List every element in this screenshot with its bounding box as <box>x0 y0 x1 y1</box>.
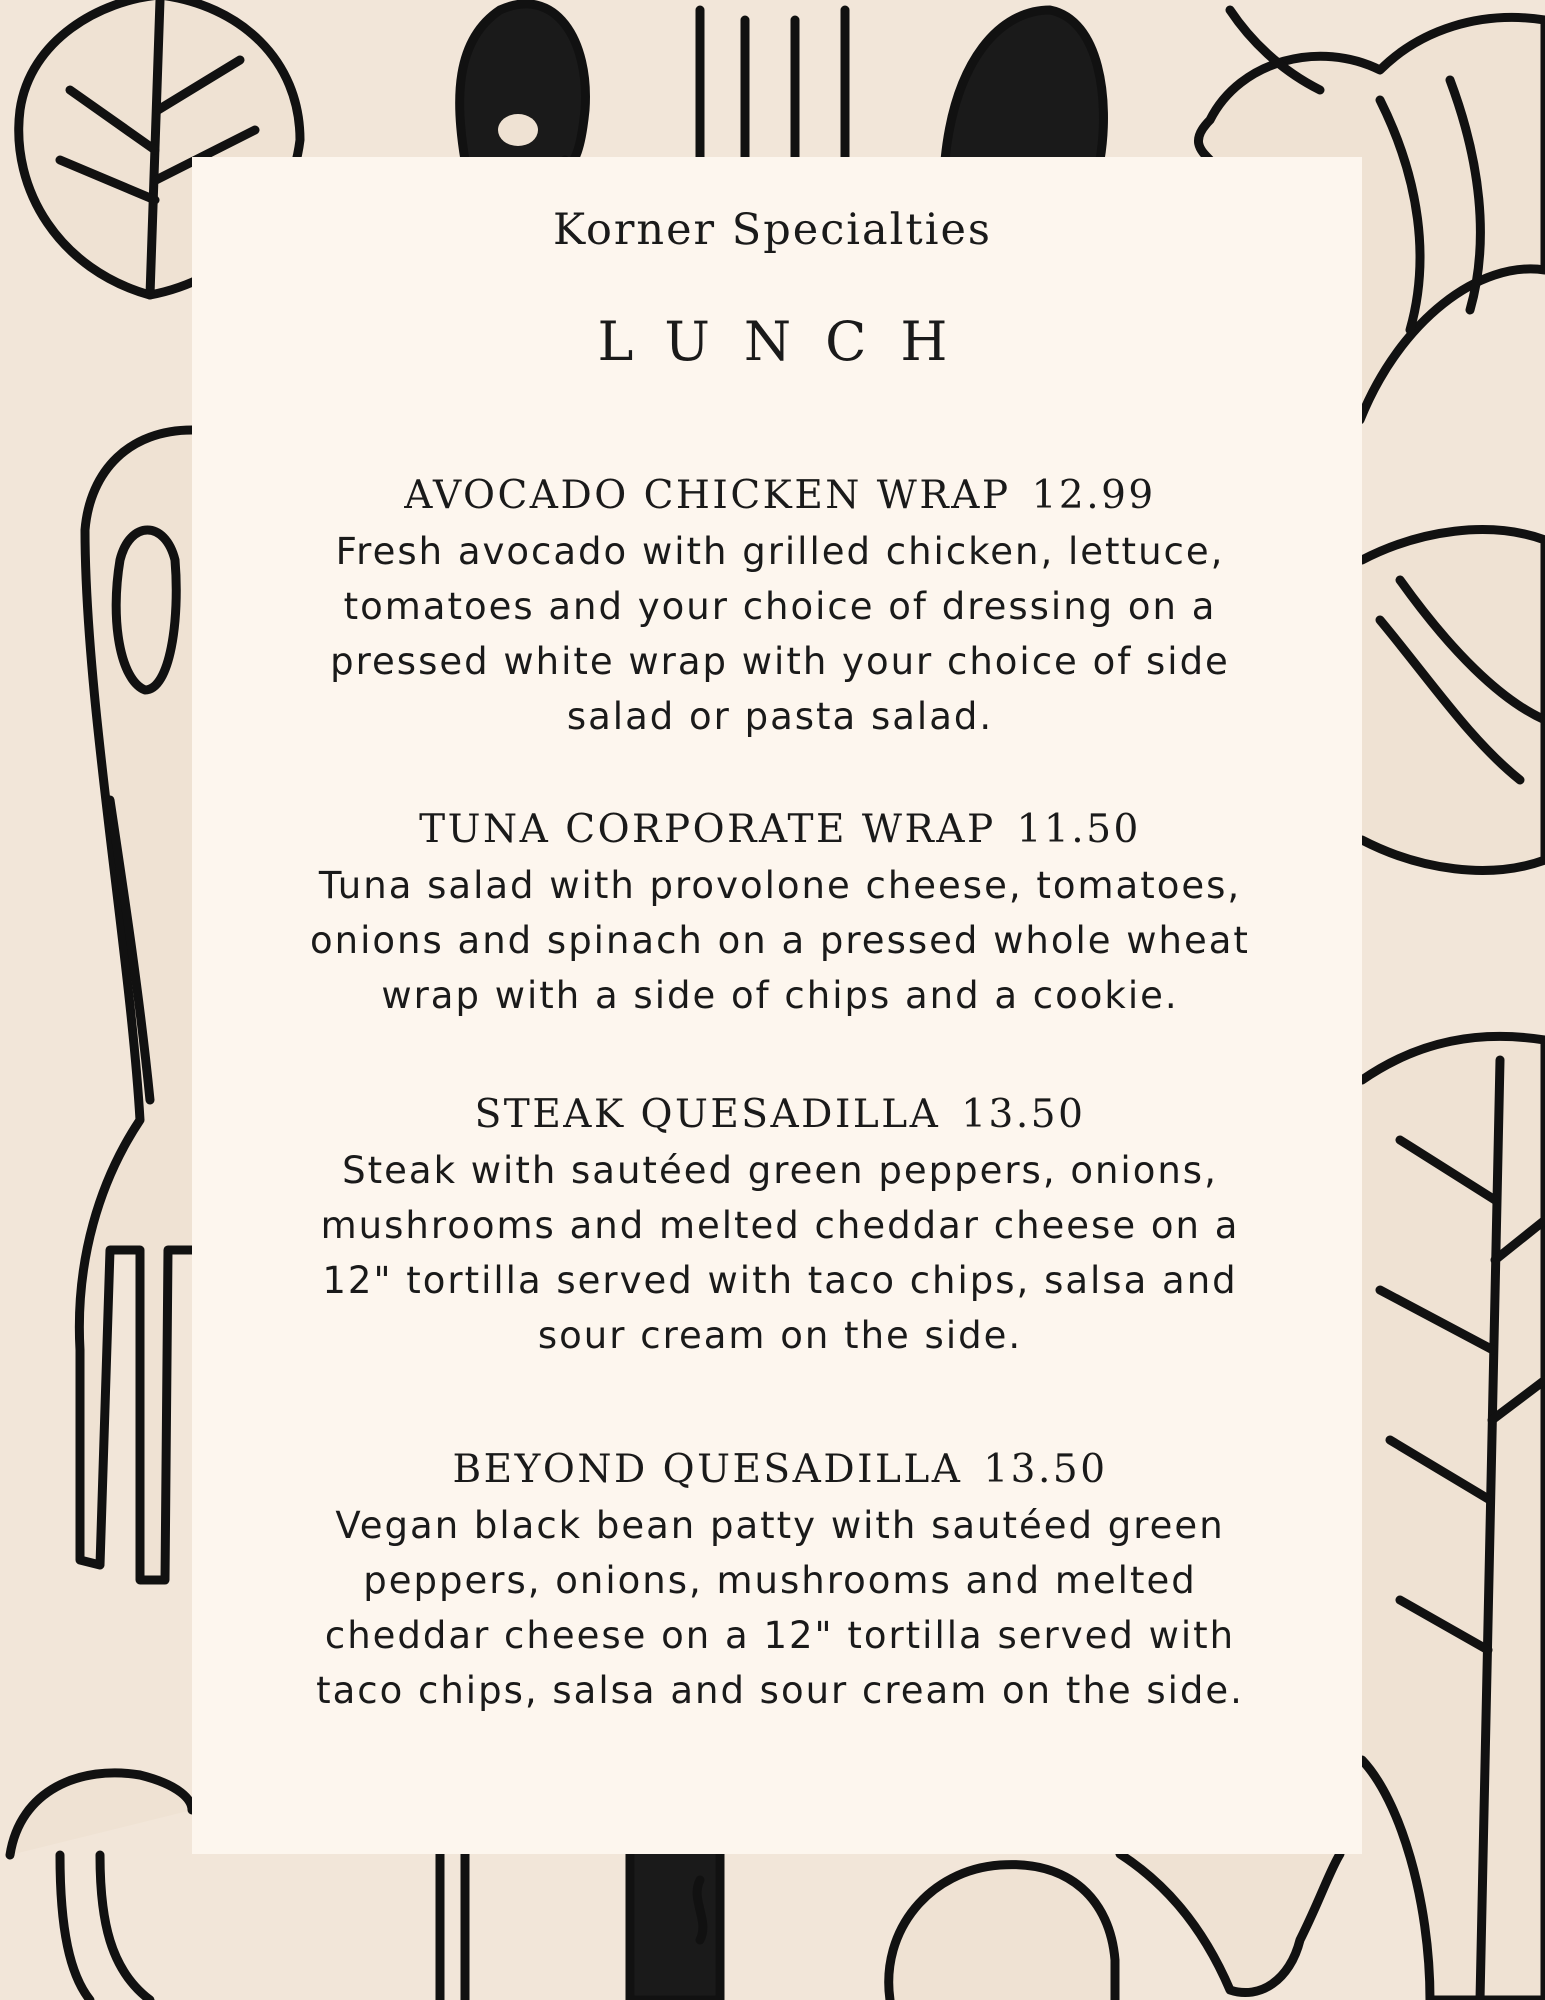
mushroom-icon <box>889 1854 1340 2000</box>
menu-item <box>300 468 1260 744</box>
menu-item-heading <box>300 468 1260 524</box>
menu-item-name: STEAK QUESADILLA <box>474 1092 941 1137</box>
spoon-icon <box>460 4 586 164</box>
menu-item-description: Tuna salad with provolone cheese, tomatoes, onions and spinach on a pressed whole wheat wrap with a side of chips and a cookie. <box>310 864 1250 1017</box>
menu-item-heading <box>300 802 1260 858</box>
menu-item <box>300 1087 1260 1363</box>
garlic-icon <box>1362 530 1545 871</box>
fork-icon <box>79 430 192 1580</box>
spinach-leaf-icon <box>1362 1036 1545 2000</box>
menu-item <box>300 802 1260 1023</box>
menu-item-price: 13.50 <box>983 1447 1108 1492</box>
menu-section-title: LUNCH <box>597 310 982 373</box>
menu-item-name: AVOCADO CHICKEN WRAP <box>404 473 1011 518</box>
menu-item-heading <box>300 1087 1260 1143</box>
menu-item-name: BEYOND QUESADILLA <box>452 1447 963 1492</box>
menu-item-heading <box>300 1442 1260 1498</box>
menu-item-price: 13.50 <box>961 1092 1086 1137</box>
fork-icon <box>700 10 845 160</box>
menu-item-price: 11.50 <box>1016 807 1141 852</box>
menu-item-description: Steak with sautéed green peppers, onions, mushrooms and melted cheddar cheese on a 12" tortilla served with taco chips, salsa and sour cream on the side. <box>320 1149 1240 1357</box>
mushroom-icon <box>10 1773 192 2000</box>
menu-item-description: Fresh avocado with grilled chicken, lettuce, tomatoes and your choice of dressing on a pressed white wrap with your choice of side salad or pasta salad. <box>330 530 1230 738</box>
spoon-icon <box>945 10 1103 160</box>
menu-item-name: TUNA CORPORATE WRAP <box>419 807 996 852</box>
knife-icon <box>440 1854 720 2000</box>
menu-item-price: 12.99 <box>1031 473 1156 518</box>
restaurant-name: Korner Specialties <box>553 205 992 255</box>
menu-item-description: Vegan black bean patty with sautéed green peppers, onions, mushrooms and melted cheddar cheese on a 12" tortilla served with taco chips, salsa and sour cream on the side. <box>316 1504 1244 1712</box>
menu-item <box>300 1442 1260 1718</box>
